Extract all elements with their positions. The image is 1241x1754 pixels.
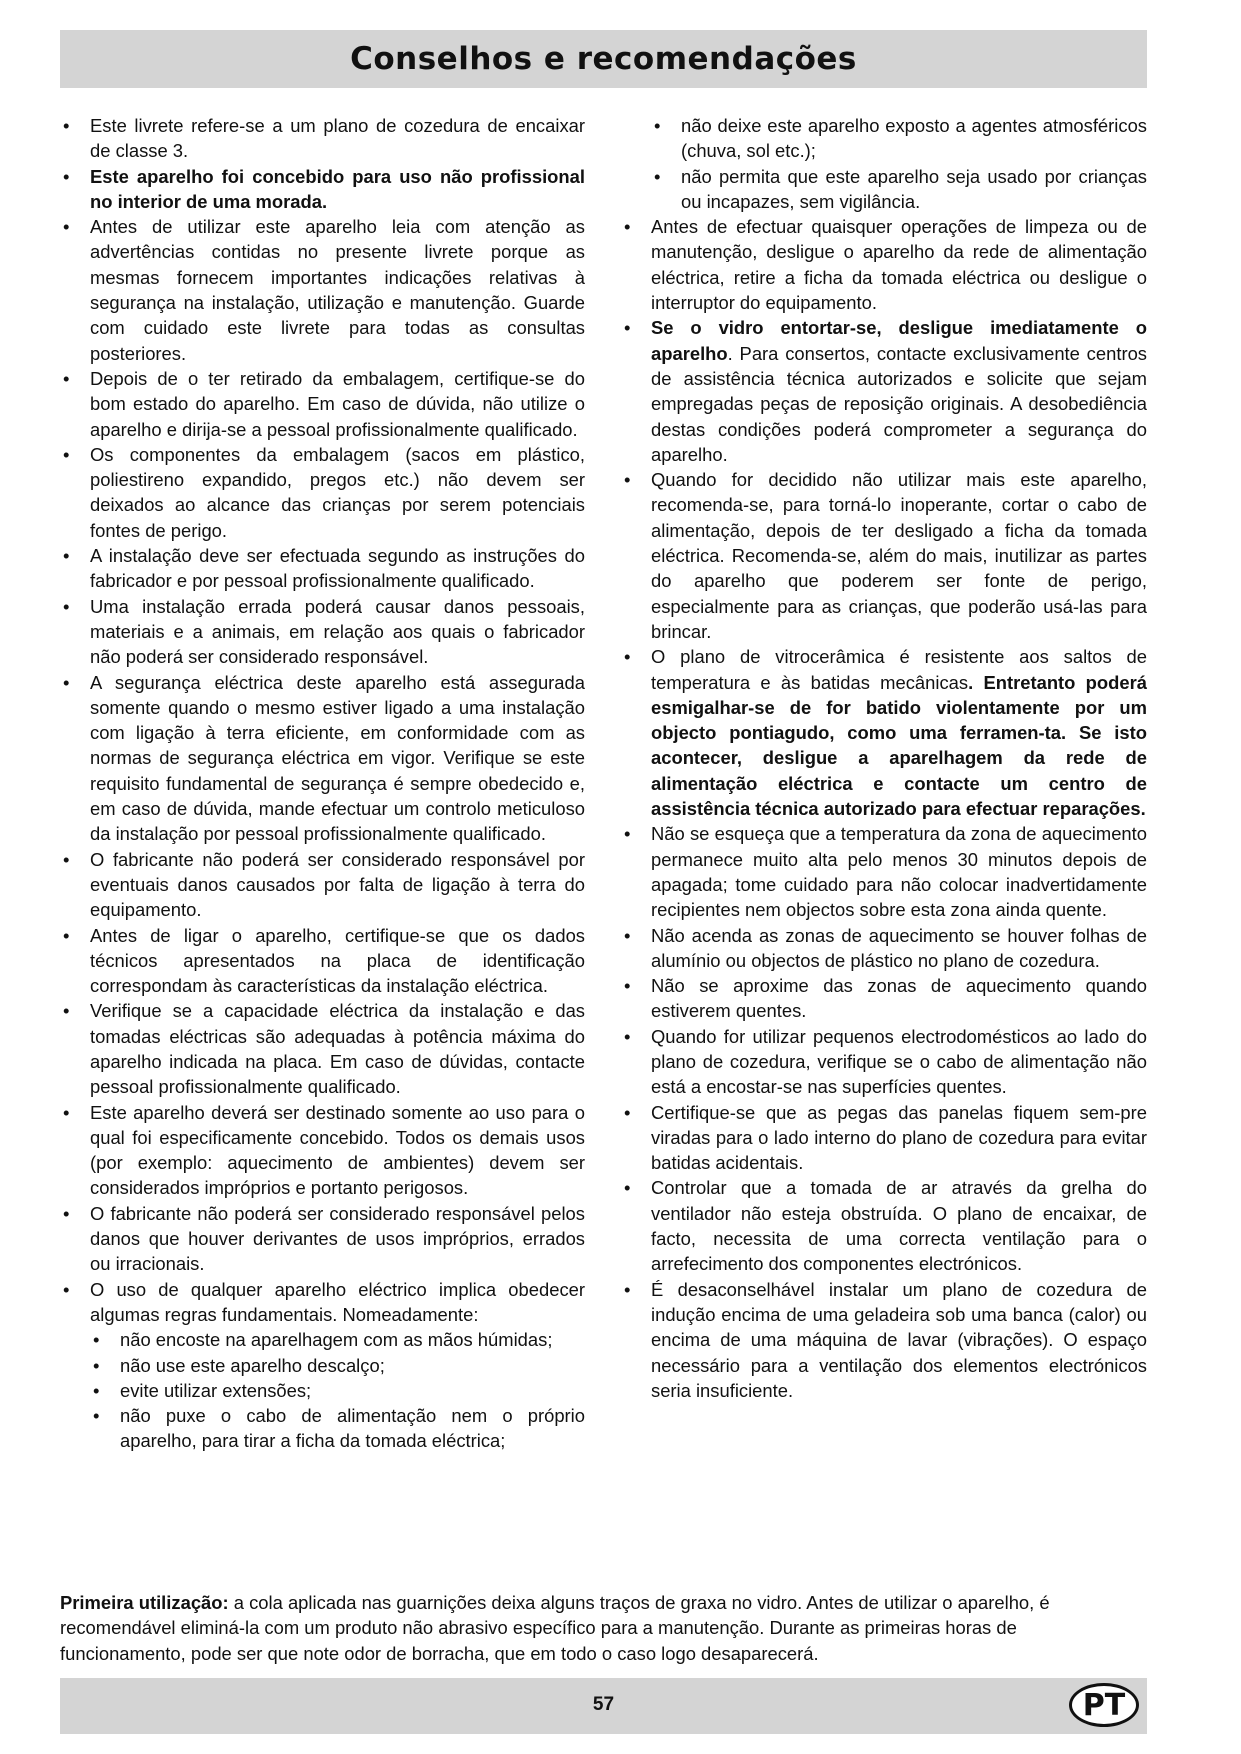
list-item	[60, 442, 585, 543]
left-column	[60, 113, 585, 1454]
list-item-text: Antes de utilizar este aparelho leia com atenção as advertências contidas no presente livrete porque as mesmas fornecem importantes indicações relativas à segurança na instalação, utilização e manutenção. Guarde com cuidado este livrete para todas as consultas posteriores.	[90, 216, 585, 364]
list-item-text: O uso de qualquer aparelho eléctrico implica obedecer algumas regras fundamentais. Nomeadamente:	[90, 1278, 585, 1325]
list-item-bold-text: Este aparelho foi concebido para uso não profissional no interior de uma morada.	[90, 165, 585, 212]
footer-bar	[60, 1678, 1147, 1734]
list-item	[60, 847, 585, 923]
list-item-text: Os componentes da embalagem (sacos em plástico, poliestireno expandido, pregos etc.) não devem ser deixados ao alcance das crianças por serem potenciais fontes de perigo.	[90, 443, 585, 541]
right-sub-bullet-list	[621, 113, 1147, 214]
sub-bullet-list	[90, 1327, 585, 1453]
language-badge: PT	[1069, 1683, 1139, 1727]
right-column	[621, 113, 1147, 1403]
list-item	[621, 973, 1147, 1024]
sub-list-item	[651, 113, 1147, 164]
list-item-text: O fabricante não poderá ser considerado responsável pelos danos que houver derivantes de usos impróprios, errados ou irracionais.	[90, 1202, 585, 1275]
list-item-text: . Para consertos, contacte exclusivamente centros de assistência técnica autorizados e solicite que sejam empregadas peças de reposição originais. A desobediência destas condições poderá comprometer a segurança do aparelho.	[651, 342, 1147, 465]
list-item	[60, 164, 585, 215]
list-item	[621, 214, 1147, 315]
list-item	[60, 1201, 585, 1277]
list-item	[60, 670, 585, 847]
list-item	[621, 1277, 1147, 1403]
list-item-text: Uma instalação errada poderá causar danos pessoais, materiais e a animais, em relação aos quais o fabricador não poderá ser considerado responsável.	[90, 595, 585, 668]
list-item	[60, 594, 585, 670]
page-title: Conselhos e recomendações	[350, 41, 857, 77]
sub-list-item-text: não permita que este aparelho seja usado por crianças ou incapazes, sem vigilância.	[681, 165, 1147, 212]
list-item-text: Controlar que a tomada de ar através da grelha do ventilador não esteja obstruída. O plano de encaixar, de facto, necessita de uma correcta ventilação para o arrefecimento dos componentes electrónicos.	[651, 1177, 1147, 1275]
list-item	[60, 366, 585, 442]
sub-list-item	[90, 1403, 585, 1454]
list-item-text: Antes de ligar o aparelho, certifique-se que os dados técnicos apresentados na placa de identificação correspondam às características da instalação eléctrica.	[90, 924, 585, 997]
list-item-text: Não se esqueça que a temperatura da zona de aquecimento permanece muito alta pelo menos 30 minutos depois de apagada; tome cuidado para não colocar inadvertidamente recipientes nem objectos sobre esta zona ainda quente.	[651, 823, 1147, 921]
sub-list-item-text: não deixe este aparelho exposto a agentes atmosféricos (chuva, sol etc.);	[681, 115, 1147, 162]
list-item	[60, 214, 585, 366]
list-item-text: Antes de efectuar quaisquer operações de limpeza ou de manutenção, desligue o aparelho da rede de alimentação eléctrica, retire a ficha da tomada eléctrica ou desligue o interruptor do equipamento.	[651, 216, 1147, 314]
list-item-text: Verifique se a capacidade eléctrica da instalação e das tomadas eléctricas são adequadas à potência máxima do aparelho indicada na placa. Em caso de dúvidas, contacte pessoal profissionalmente qualificado.	[90, 1000, 585, 1098]
list-item	[621, 315, 1147, 467]
list-item-text: Quando for decidido não utilizar mais este aparelho, recomenda-se, para torná-lo inoperante, cortar o cabo de alimentação, depois de ter desligado a ficha da tomada eléctrica. Recomenda-se, além do mais, inutilizar as partes do aparelho que poderem ser fonte de perigo, especialmente para as crianças, que poderão usá-las para brincar.	[651, 469, 1147, 642]
list-item-text: O plano de vitrocerâmica é resistente aos saltos de temperatura e às batidas mecânicas	[651, 646, 1147, 693]
list-item-text: Certifique-se que as pegas das panelas fiquem sem-pre viradas para o lado interno do plano de cozedura para evitar batidas acidentais.	[651, 1101, 1147, 1174]
list-item	[60, 923, 585, 999]
list-item	[60, 1277, 585, 1454]
list-item-text: Não acenda as zonas de aquecimento se houver folhas de alumínio ou objectos de plástico no plano de cozedura.	[651, 924, 1147, 971]
list-item	[621, 1100, 1147, 1176]
list-item-text: Não se aproxime das zonas de aquecimento quando estiverem quentes.	[651, 975, 1147, 1022]
left-bullet-list	[60, 113, 585, 1454]
list-item-text: Este livrete refere-se a um plano de cozedura de encaixar de classe 3.	[90, 115, 585, 162]
page-number: 57	[592, 1694, 615, 1715]
list-item	[621, 1175, 1147, 1276]
right-bullet-list	[621, 214, 1147, 1403]
first-use-paragraph	[60, 1590, 1147, 1666]
list-item	[621, 821, 1147, 922]
sub-list-item	[90, 1378, 585, 1403]
sub-list-item-text: não puxe o cabo de alimentação nem o próprio aparelho, para tirar a ficha da tomada eléctrica;	[120, 1405, 585, 1452]
sub-list-item-text: não use este aparelho descalço;	[120, 1354, 385, 1376]
list-item-bold-text: . Entretanto poderá esmigalhar-se de for batido violentamente por um objecto pontiagudo, como uma ferramen-ta. Se isto acontecer, desligue a aparelhagem da rede de alimentação eléctrica e contacte um centro de assistência técnica autorizado para efectuar reparações.	[651, 671, 1147, 820]
sub-list-item	[90, 1327, 585, 1352]
list-item	[621, 467, 1147, 644]
list-item	[60, 998, 585, 1099]
sub-list-item-text: não encoste na aparelhagem com as mãos húmidas;	[120, 1329, 553, 1351]
list-item	[60, 113, 585, 164]
sub-list-item	[90, 1353, 585, 1378]
sub-list-item-text: evite utilizar extensões;	[120, 1379, 312, 1401]
sub-list-item	[651, 164, 1147, 215]
list-item-bold-text: Se o vidro entortar-se, desligue imediatamente o aparelho	[651, 317, 1147, 364]
list-item	[60, 1100, 585, 1201]
header-bar	[60, 30, 1147, 88]
list-item	[621, 1024, 1147, 1100]
list-item-text: É desaconselhável instalar um plano de cozedura de indução encima de uma geladeira sob uma banca (calor) ou encima de uma máquina de lavar (vibrações). O espaço necessário para a ventilação dos elementos electrónicos seria insuficiente.	[651, 1278, 1147, 1401]
list-item	[60, 543, 585, 594]
first-use-text: a cola aplicada nas guarnições deixa alguns traços de graxa no vidro. Antes de utilizar o aparelho, é recomendável eliminá-la com um produto não abrasivo específico para a manutenção. Durante as primeiras horas de funcionamento, pode ser que note odor de borracha, que em todo o caso logo desaparecerá.	[60, 1592, 1050, 1664]
list-item-text: O fabricante não poderá ser considerado responsável por eventuais danos causados por falta de ligação à terra do equipamento.	[90, 848, 585, 921]
first-use-label: Primeira utilização:	[60, 1592, 229, 1613]
list-item	[621, 644, 1147, 821]
list-item-text: Este aparelho deverá ser destinado somente ao uso para o qual foi especificamente concebido. Todos os demais usos (por exemplo: aquecimento de ambientes) devem ser considerados impróprios e portanto perigosos.	[90, 1101, 585, 1199]
list-item-text: A instalação deve ser efectuada segundo as instruções do fabricador e por pessoal profissionalmente qualificado.	[90, 545, 585, 592]
list-item	[621, 923, 1147, 974]
list-item-text: A segurança eléctrica deste aparelho está assegurada somente quando o mesmo estiver ligado a uma instalação com ligação à terra eficiente, em conformidade com as normas de segurança eléctrica em vigor. Verifique se este requisito fundamental de segurança é sempre obedecido e, em caso de dúvida, mande efectuar um controlo meticuloso da instalação por pessoal profissionalmente qualificado.	[90, 671, 585, 845]
list-item-text: Depois de o ter retirado da embalagem, certifique-se do bom estado do aparelho. Em caso de dúvida, não utilize o aparelho e dirija-se a pessoal profissionalmente qualificado.	[90, 367, 585, 440]
list-item-text: Quando for utilizar pequenos electrodomésticos ao lado do plano de cozedura, verifique se o cabo de alimentação não está a encostar-se nas superfícies quentes.	[651, 1025, 1147, 1098]
